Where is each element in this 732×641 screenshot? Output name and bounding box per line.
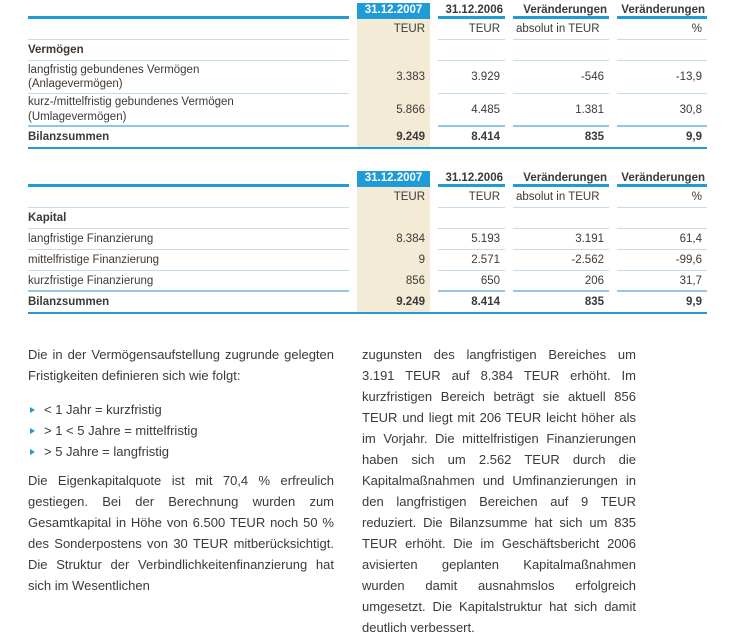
- cell-value-2006: 5.193: [438, 229, 505, 250]
- cell-change-abs: 206: [513, 271, 609, 292]
- paragraph-intro: Die in der Vermögensaufstellung zugrunde gelegten Fristigkeiten definieren sich wie folgt:: [28, 347, 334, 383]
- assets-header-change-pct: Veränderungen: [617, 3, 707, 19]
- list-item: [28, 399, 334, 420]
- cell-change-abs: 3.191: [513, 229, 609, 250]
- capital-total-change-abs: 835: [584, 296, 604, 308]
- text-column-right: [362, 344, 636, 641]
- cell-change-pct: -13,9: [617, 61, 707, 94]
- assets-unit-change-pct: %: [617, 19, 707, 40]
- assets-units-spacer: [28, 19, 349, 40]
- assets-total-label: Bilanzsummen: [28, 131, 110, 143]
- assets-header-2007: 31.12.2007: [357, 3, 430, 19]
- cell-change-pct: 30,8: [617, 94, 707, 127]
- capital-row-label: langfristige Finanzierung: [28, 229, 349, 250]
- cell-value-2007: 3.383: [357, 61, 430, 94]
- text-column-left: [28, 344, 334, 641]
- assets-unit-2006: TEUR: [438, 19, 505, 40]
- list-item-label: < 1 Jahr = kurzfristig: [44, 402, 162, 417]
- capital-header-spacer: [28, 171, 349, 187]
- list-item-label: > 1 < 5 Jahre = mittelfristig: [44, 423, 198, 438]
- cell-change-pct: -99,6: [617, 250, 707, 271]
- cell-value-2006: 2.571: [438, 250, 505, 271]
- cell-value-2007: 9: [357, 250, 430, 271]
- assets-unit-2007: TEUR: [357, 19, 430, 40]
- capital-total-2007: 9.249: [357, 292, 430, 312]
- maturity-definition-list: [28, 399, 334, 462]
- capital-total-label: Bilanzsummen: [28, 296, 110, 308]
- cell-value-2006: 650: [438, 271, 505, 292]
- cell-change-abs: -546: [513, 61, 609, 94]
- assets-header-change-abs: Veränderungen: [513, 3, 609, 19]
- capital-row-label: mittelfristige Finanzierung: [28, 250, 349, 271]
- cell-value-2007: 856: [357, 271, 430, 292]
- bullet-triangle-icon: [30, 428, 35, 434]
- assets-total-2006: 8.414: [471, 131, 500, 143]
- cell-value-2007: 5.866: [357, 94, 430, 127]
- paragraph-equity-ratio: Die Eigenkapitalquote ist mit 70,4 % erfreulich gestiegen. Bei der Berechnung wurden zum Gesamtkapital in Höhe von 6.500 TEUR noch 50 % des Sonderpostens von 30 TEUR mitberücksichtigt. Die Struktur der Verbindlichkeitenfinanzierung hat sich im Wesentlichen: [28, 473, 334, 593]
- cell-change-abs: 1.381: [513, 94, 609, 127]
- capital-header-2006: 31.12.2006: [438, 171, 505, 187]
- capital-total-2006: 8.414: [471, 296, 500, 308]
- assets-header-2006: 31.12.2006: [438, 3, 505, 19]
- capital-unit-2006: TEUR: [438, 187, 505, 208]
- capital-header-2007: 31.12.2007: [357, 171, 430, 187]
- cell-change-pct: 61,4: [617, 229, 707, 250]
- capital-total-change-pct: 9,9: [686, 296, 702, 308]
- list-item: [28, 420, 334, 441]
- capital-unit-change-pct: %: [617, 187, 707, 208]
- assets-table: [28, 3, 707, 149]
- capital-header-change-pct: Veränderungen: [617, 171, 707, 187]
- assets-total-2007: 9.249: [357, 127, 430, 147]
- assets-row-label: langfristig gebundenes Vermögen (Anlagevermögen): [28, 61, 349, 94]
- assets-section-label: Vermögen: [28, 40, 349, 61]
- cell-change-abs: -2.562: [513, 250, 609, 271]
- capital-unit-2007: TEUR: [357, 187, 430, 208]
- cell-change-pct: 31,7: [617, 271, 707, 292]
- cell-value-2006: 4.485: [438, 94, 505, 127]
- assets-total-change-pct: 9,9: [686, 131, 702, 143]
- list-item: [28, 441, 334, 462]
- bullet-triangle-icon: [30, 407, 35, 413]
- cell-value-2007: 8.384: [357, 229, 430, 250]
- assets-total-change-abs: 835: [584, 131, 604, 143]
- capital-row-label: kurzfristige Finanzierung: [28, 271, 349, 292]
- paragraph-financing: zugunsten des langfristigen Bereiches um 3.191 TEUR auf 8.384 TEUR erhöht. Im kurzfristigen Bereich beträgt sie aktuell 856 TEUR und liegt mit 206 TEUR leicht höher als im Vorjahr. Die mittelfristigen Finanzierungen haben sich um 2.562 TEUR durch die Kapitalmaßnahmen und Umfinanzierungen in den langfristigen Bereichen auf 9 TEUR reduziert. Die Bilanzsumme hat sich um 835 TEUR erhöht. Die im Geschäftsbericht 2006 avisierten geplanten Kapitalmaßnahmen wurden damit ausnahmslos erfolgreich umgesetzt. Die Kapitalstruktur hat sich damit deutlich verbessert.: [362, 347, 636, 635]
- capital-unit-change-abs: absolut in TEUR: [513, 187, 609, 208]
- body-text: [28, 344, 707, 641]
- capital-units-spacer: [28, 187, 349, 208]
- capital-table: [28, 171, 707, 314]
- capital-section-label: Kapital: [28, 208, 349, 229]
- bullet-triangle-icon: [30, 449, 35, 455]
- assets-unit-change-abs: absolut in TEUR: [513, 19, 609, 40]
- assets-header-spacer: [28, 3, 349, 19]
- cell-value-2006: 3.929: [438, 61, 505, 94]
- list-item-label: > 5 Jahre = langfristig: [44, 444, 170, 459]
- capital-header-change-abs: Veränderungen: [513, 171, 609, 187]
- assets-row-label: kurz-/mittelfristig gebundenes Vermögen (Umlagevermögen): [28, 94, 349, 127]
